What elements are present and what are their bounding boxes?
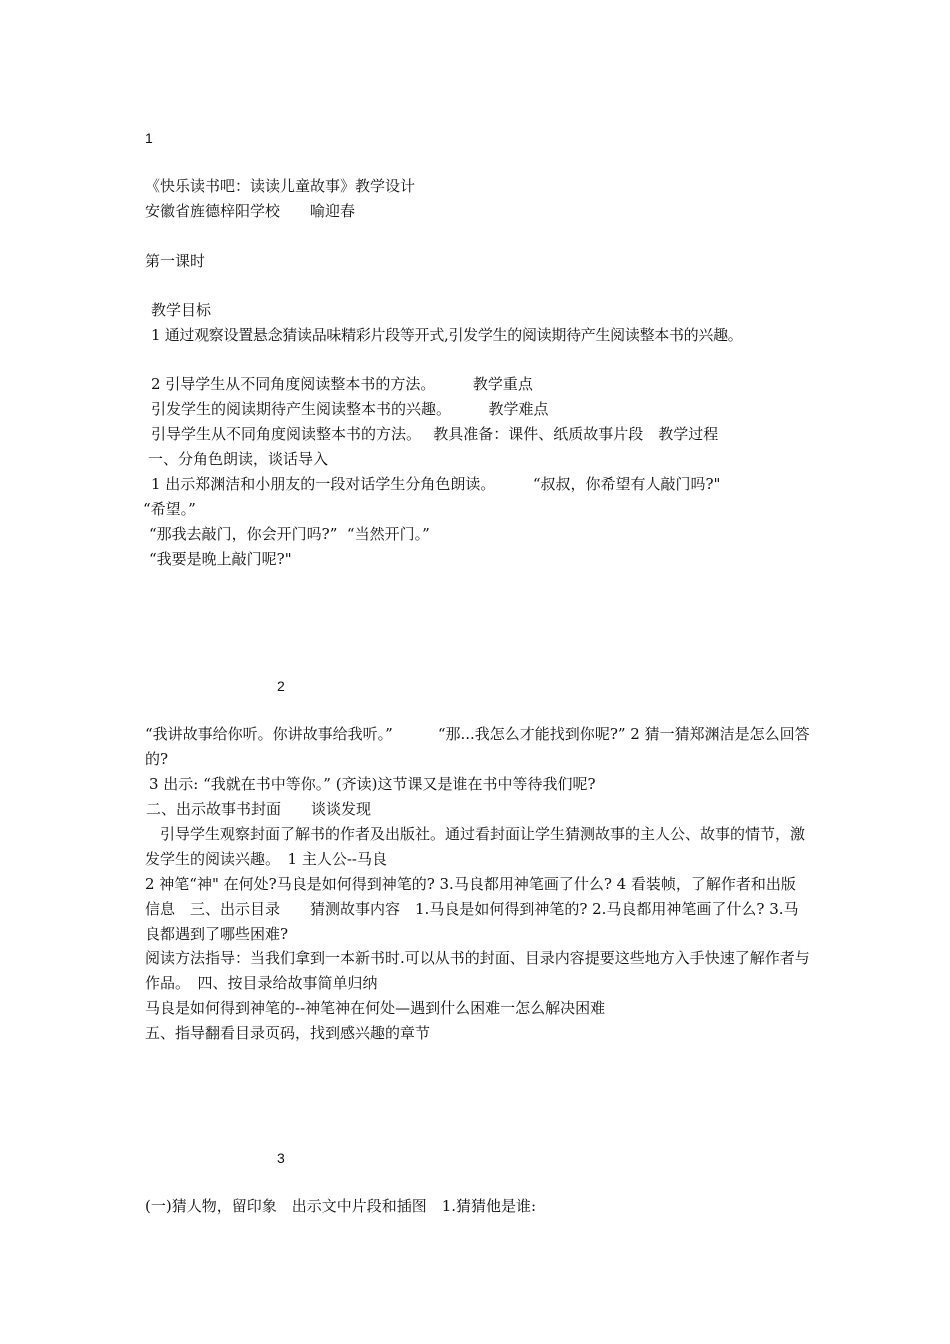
dialogue-intro: 1 出示郑渊洁和小朋友的一段对话学生分角色朗读。 “叔叔，你希望有人敲门吗?" <box>151 475 721 493</box>
page-number: 2 <box>277 678 285 694</box>
show-line: 3 出示: “我就在书中等你。” (齐读)这节课又是谁在书中等待我们呢? <box>149 775 596 793</box>
key-points-text: 引发学生的阅读期待产生阅读整本书的兴趣。 教学难点 <box>151 400 549 418</box>
dialogue-line-1: “希望。” <box>143 500 196 518</box>
page3-line-1: (一)猜人物，留印象 出示文中片段和插图 1.猜猜他是谁: <box>145 1197 537 1215</box>
section-2-heading: 二、出示故事书封面 谈谈发现 <box>146 800 372 818</box>
dialogue-line-2: “那我去敲门，你会开门吗?” “当然开门。” <box>149 525 430 543</box>
dialogue-line-3: “我要是晚上敲门呢?" <box>149 550 292 568</box>
cover-paragraph: 引导学生观察封面了解书的作者及出版社。通过看封面让学生猜测故事的主人公、故事的情节，激发学生的阅读兴趣。 1 主人公--马良 <box>145 825 806 868</box>
section-5-heading: 五、指导翻看目录页码，找到感兴趣的章节 <box>145 1024 431 1042</box>
questions-paragraph: 2 神笔“神" 在何处?马良是如何得到神笔的? 3.马良都用神笔画了什么? 4 看装帧，了解作者和出版信息 三、出示目录 猜测故事内容 1.马良是如何得到神笔的? 2.马良都用神笔画了什么? 3.马良都遇到了哪些困难? <box>145 875 799 943</box>
page-number: 1 <box>145 130 153 146</box>
summary-line: 马良是如何得到神笔的--神笔神在何处—遇到什么困难一怎么解决困难 <box>145 999 606 1017</box>
difficulty-text: 引导学生从不同角度阅读整本书的方法。 教具准备：课件、纸质故事片段 教学过程 <box>151 425 719 443</box>
reading-method-paragraph: 阅读方法指导：当我们拿到一本新书时.可以从书的封面、目录内容提要这些地方入手快速了解作者与作品。 四、按目录给故事简单归纳 <box>145 949 810 992</box>
document-title: 《快乐读书吧：读读儿童故事》教学设计 <box>145 177 416 195</box>
author-line: 安徽省旌德梓阳学校 喻迎春 <box>145 202 356 220</box>
objective-1: 1 通过观察设置悬念猜读品味精彩片段等开式,引发学生的阅读期待产生阅读整本书的兴趣。 <box>151 326 743 344</box>
objectives-heading: 教学目标 <box>151 301 212 319</box>
page-number: 3 <box>277 1150 285 1166</box>
lesson-heading: 第一课时 <box>145 252 206 270</box>
dialogue-paragraph: “我讲故事给你听。你讲故事给我听。” “那...我怎么才能找到你呢?” 2 猜一猜郑渊洁是怎么回答的? <box>145 725 810 768</box>
section-1-heading: 一、分角色朗读，谈话导入 <box>148 450 329 468</box>
objective-2: 2 引导学生从不同角度阅读整本书的方法。 教学重点 <box>151 375 533 393</box>
